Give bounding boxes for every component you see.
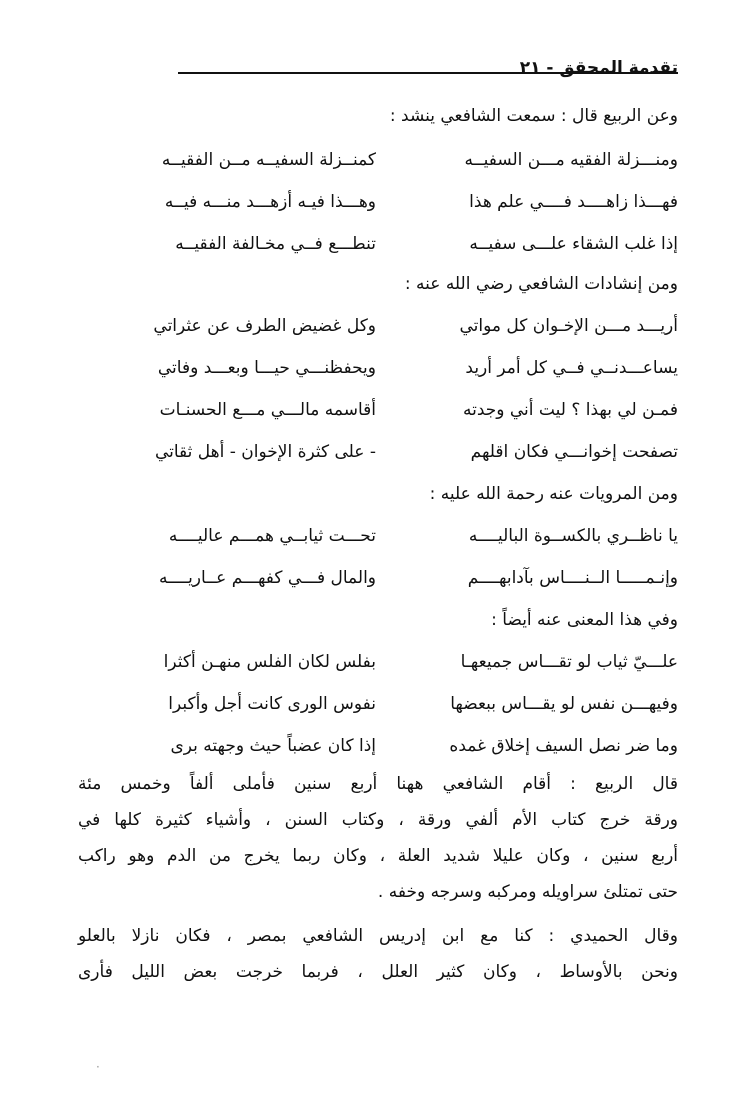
verse-left: وهـــذا فيـه أزهـــد منـــه فيــه bbox=[164, 192, 376, 212]
verse-right: علـــيّ ثياب لو تقـــاس جميعهـا bbox=[460, 652, 678, 672]
verse-left: تحـــت ثيابــي همـــم عاليــــه bbox=[168, 526, 376, 546]
verse-left: ويحفظنـــي حيـــا وبعـــد وفاتي bbox=[157, 358, 376, 378]
intro-line: ومن المرويات عنه رحمة الله عليه : bbox=[429, 484, 678, 504]
verse-left: أقاسمه مالـــي مـــع الحسنـات bbox=[159, 400, 376, 420]
verse-left: إذا كان عضباً حيث وجهته برى bbox=[170, 736, 376, 756]
page-header-title: تقدمة المحقق - ٢١ bbox=[519, 58, 678, 78]
verse-left: نفوس الورى كانت أجل وأكبرا bbox=[168, 694, 376, 714]
verse-right: تصفحت إخوانـــي فكان اقلهم bbox=[470, 442, 678, 462]
verse-right: وفيهـــن نفس لو يقـــاس ببعضها bbox=[450, 694, 678, 714]
verse-right: فمـن لي بهذا ؟ ليت أني وجدته bbox=[463, 400, 678, 420]
paragraph-line: ونحن بالأوساط ، وكان كثير العلل ، فربما خرجت بعض الليل فأرى bbox=[78, 962, 678, 982]
verse-left: وكل غضيض الطرف عن عثراتي bbox=[153, 316, 376, 336]
verse-left: كمنــزلة السفيــه مــن الفقيــه bbox=[161, 150, 376, 170]
verse-left: - على كثرة الإخوان - أهل ثقاتي bbox=[154, 442, 376, 462]
verse-right: يا ناظــري بالكســوة الباليــــه bbox=[468, 526, 678, 546]
scan-speck: · bbox=[96, 1060, 100, 1074]
verse-right: وإنـمـــــا الــنــــاس بآدابهــــم bbox=[467, 568, 678, 588]
paragraph-line: ورقة خرج كتاب الأم ألفي ورقة ، وكتاب السنن ، وأشياء كثيرة كلها في bbox=[78, 810, 678, 830]
paragraph-line: حتى تمتلئ سراويله ومركبه وسرجه وخفه . bbox=[377, 882, 678, 902]
verse-right: إذا غلب الشقاء علـــى سفيــه bbox=[469, 234, 678, 254]
verse-right: يساعـــدنــي فــي كل أمر أريد bbox=[465, 358, 678, 378]
intro-line: وفي هذا المعنى عنه أيضاً : bbox=[491, 610, 678, 630]
paragraph-line: وقال الحميدي : كنا مع ابن إدريس الشافعي بمصر ، فكان نازلا بالعلو bbox=[78, 926, 678, 946]
verse-left: بفلس لكان الفلس منهـن أكثرا bbox=[163, 652, 376, 672]
verse-left: تنطـــع فــي مخـالفة الفقيــه bbox=[175, 234, 376, 254]
intro-line: وعن الربيع قال : سمعت الشافعي ينشد : bbox=[389, 106, 678, 126]
paragraph-line: أربع سنين ، وكان عليلا شديد العلة ، وكان ربما يخرج من الدم وهو راكب bbox=[78, 846, 678, 866]
intro-line: ومن إنشادات الشافعي رضي الله عنه : bbox=[404, 274, 678, 294]
verse-right: وما ضر نصل السيف إخلاق غمده bbox=[449, 736, 678, 756]
verse-left: والمال فـــي كفهـــم عــاريــــه bbox=[159, 568, 376, 588]
verse-right: فهـــذا زاهــــد فــــي علم هذا bbox=[469, 192, 678, 212]
paragraph-line: قال الربيع : أقام الشافعي ههنا أربع سنين فأملى ألفاً وخمس مئة bbox=[78, 774, 678, 794]
verse-right: أريـــد مـــن الإخـوان كل مواتي bbox=[459, 316, 678, 336]
verse-right: ومنـــزلة الفقيه مـــن السفيــه bbox=[464, 150, 678, 170]
